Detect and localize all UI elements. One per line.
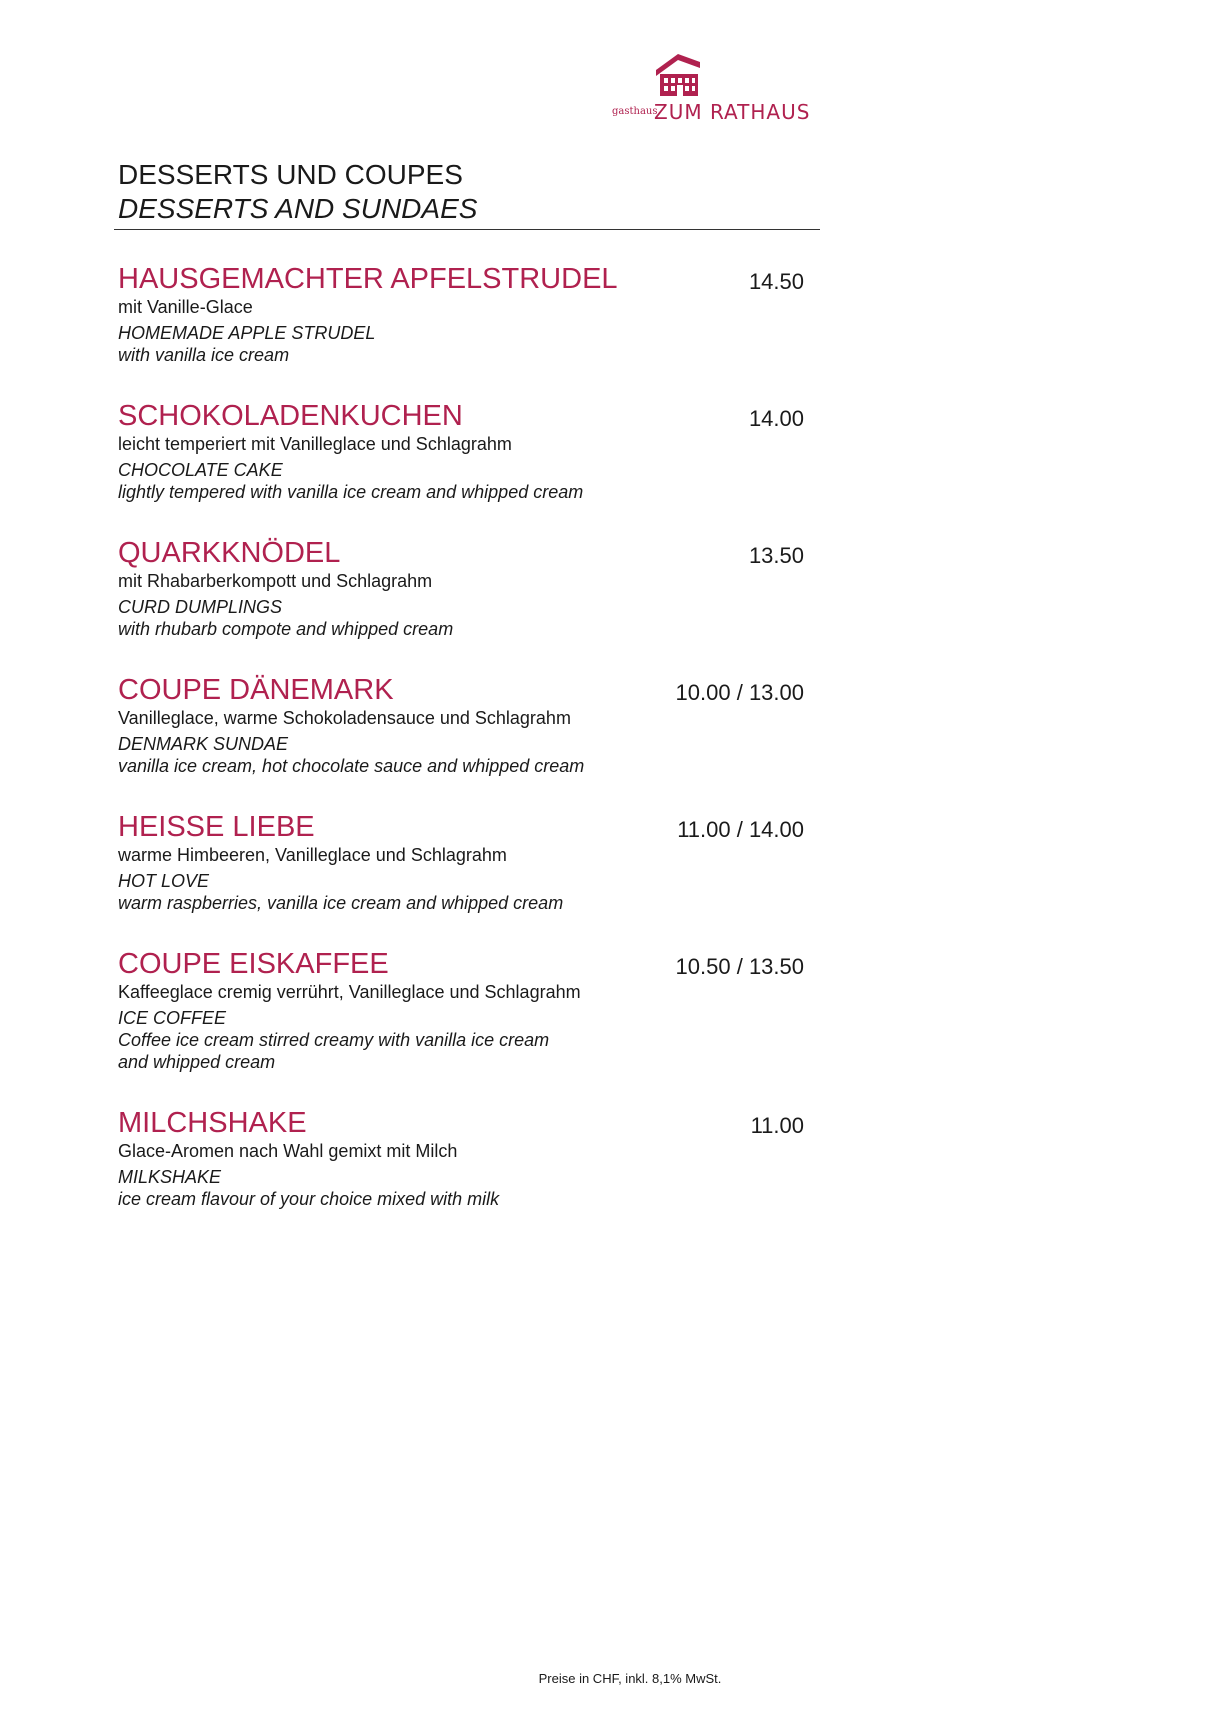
logo-name: ZUM RATHAUS bbox=[654, 100, 811, 124]
item-english-description: Coffee ice cream stirred creamy with vanilla ice cream bbox=[118, 1030, 550, 1050]
item-english-title: DENMARK SUNDAE bbox=[118, 734, 289, 754]
item-name: HEISSE LIEBE bbox=[118, 811, 315, 843]
item-english bbox=[118, 1166, 804, 1210]
item-english-description: and whipped cream bbox=[118, 1052, 276, 1072]
item-price: 11.00 bbox=[750, 1113, 804, 1138]
item-english-description: with rhubarb compote and whipped cream bbox=[118, 619, 454, 639]
item-english-description: warm raspberries, vanilla ice cream and whipped cream bbox=[118, 893, 564, 913]
item-english-description: lightly tempered with vanilla ice cream and whipped cream bbox=[118, 482, 584, 502]
item-english bbox=[118, 459, 804, 503]
item-name: MILCHSHAKE bbox=[118, 1107, 307, 1139]
menu-item bbox=[118, 536, 804, 673]
menu-item bbox=[118, 947, 804, 1106]
item-price: 13.50 bbox=[748, 543, 804, 568]
heading-english: DESSERTS AND SUNDAES bbox=[118, 193, 478, 224]
menu-item bbox=[118, 399, 804, 536]
item-description-german: mit Vanille-Glace bbox=[118, 297, 253, 317]
item-price: 10.00 / 13.00 bbox=[675, 680, 804, 705]
menu-list bbox=[118, 262, 804, 1216]
item-name: QUARKKNÖDEL bbox=[118, 537, 341, 569]
item-english-title: HOT LOVE bbox=[118, 871, 210, 891]
heading-german: DESSERTS UND COUPES bbox=[118, 159, 463, 190]
item-english-title: CURD DUMPLINGS bbox=[118, 597, 283, 617]
item-english bbox=[118, 596, 804, 640]
menu-item bbox=[118, 1106, 804, 1216]
menu-item bbox=[118, 810, 804, 947]
item-english-title: HOMEMADE APPLE STRUDEL bbox=[118, 323, 376, 343]
item-english bbox=[118, 870, 804, 914]
item-english bbox=[118, 1007, 804, 1073]
item-description-german: Vanilleglace, warme Schokoladensauce und Schlagrahm bbox=[118, 708, 571, 728]
item-english-title: CHOCOLATE CAKE bbox=[118, 460, 283, 480]
logo-small-text: gasthaus bbox=[612, 106, 658, 117]
item-english-title: MILKSHAKE bbox=[118, 1167, 222, 1187]
menu-item bbox=[118, 673, 804, 810]
item-english-title: ICE COFFEE bbox=[118, 1008, 227, 1028]
item-description-german: Glace-Aromen nach Wahl gemixt mit Milch bbox=[118, 1141, 458, 1161]
item-english bbox=[118, 322, 804, 366]
restaurant-logo bbox=[612, 52, 812, 126]
menu-item bbox=[118, 262, 804, 399]
item-name: COUPE EISKAFFEE bbox=[118, 948, 389, 980]
item-description-german: mit Rhabarberkompott und Schlagrahm bbox=[118, 571, 433, 591]
item-english bbox=[118, 733, 804, 777]
item-name: HAUSGEMACHTER APFELSTRUDEL bbox=[118, 263, 618, 295]
item-name: COUPE DÄNEMARK bbox=[118, 674, 394, 706]
item-price: 14.00 bbox=[748, 406, 804, 431]
item-english-description: with vanilla ice cream bbox=[118, 345, 290, 365]
item-english-description: vanilla ice cream, hot chocolate sauce and whipped cream bbox=[118, 756, 585, 776]
item-price: 14.50 bbox=[748, 269, 804, 294]
menu-heading bbox=[118, 158, 477, 226]
building-icon bbox=[654, 52, 702, 98]
price-footnote: Preise in CHF, inkl. 8,1% MwSt. bbox=[538, 1671, 722, 1686]
item-price: 11.00 / 14.00 bbox=[677, 817, 804, 842]
heading-divider bbox=[114, 229, 820, 230]
item-name: SCHOKOLADENKUCHEN bbox=[118, 400, 463, 432]
item-price: 10.50 / 13.50 bbox=[675, 954, 804, 979]
item-english-description: ice cream flavour of your choice mixed with milk bbox=[118, 1189, 500, 1209]
item-description-german: Kaffeeglace cremig verrührt, Vanilleglace und Schlagrahm bbox=[118, 982, 581, 1002]
item-description-german: warme Himbeeren, Vanilleglace und Schlagrahm bbox=[118, 845, 507, 865]
item-description-german: leicht temperiert mit Vanilleglace und Schlagrahm bbox=[118, 434, 512, 454]
